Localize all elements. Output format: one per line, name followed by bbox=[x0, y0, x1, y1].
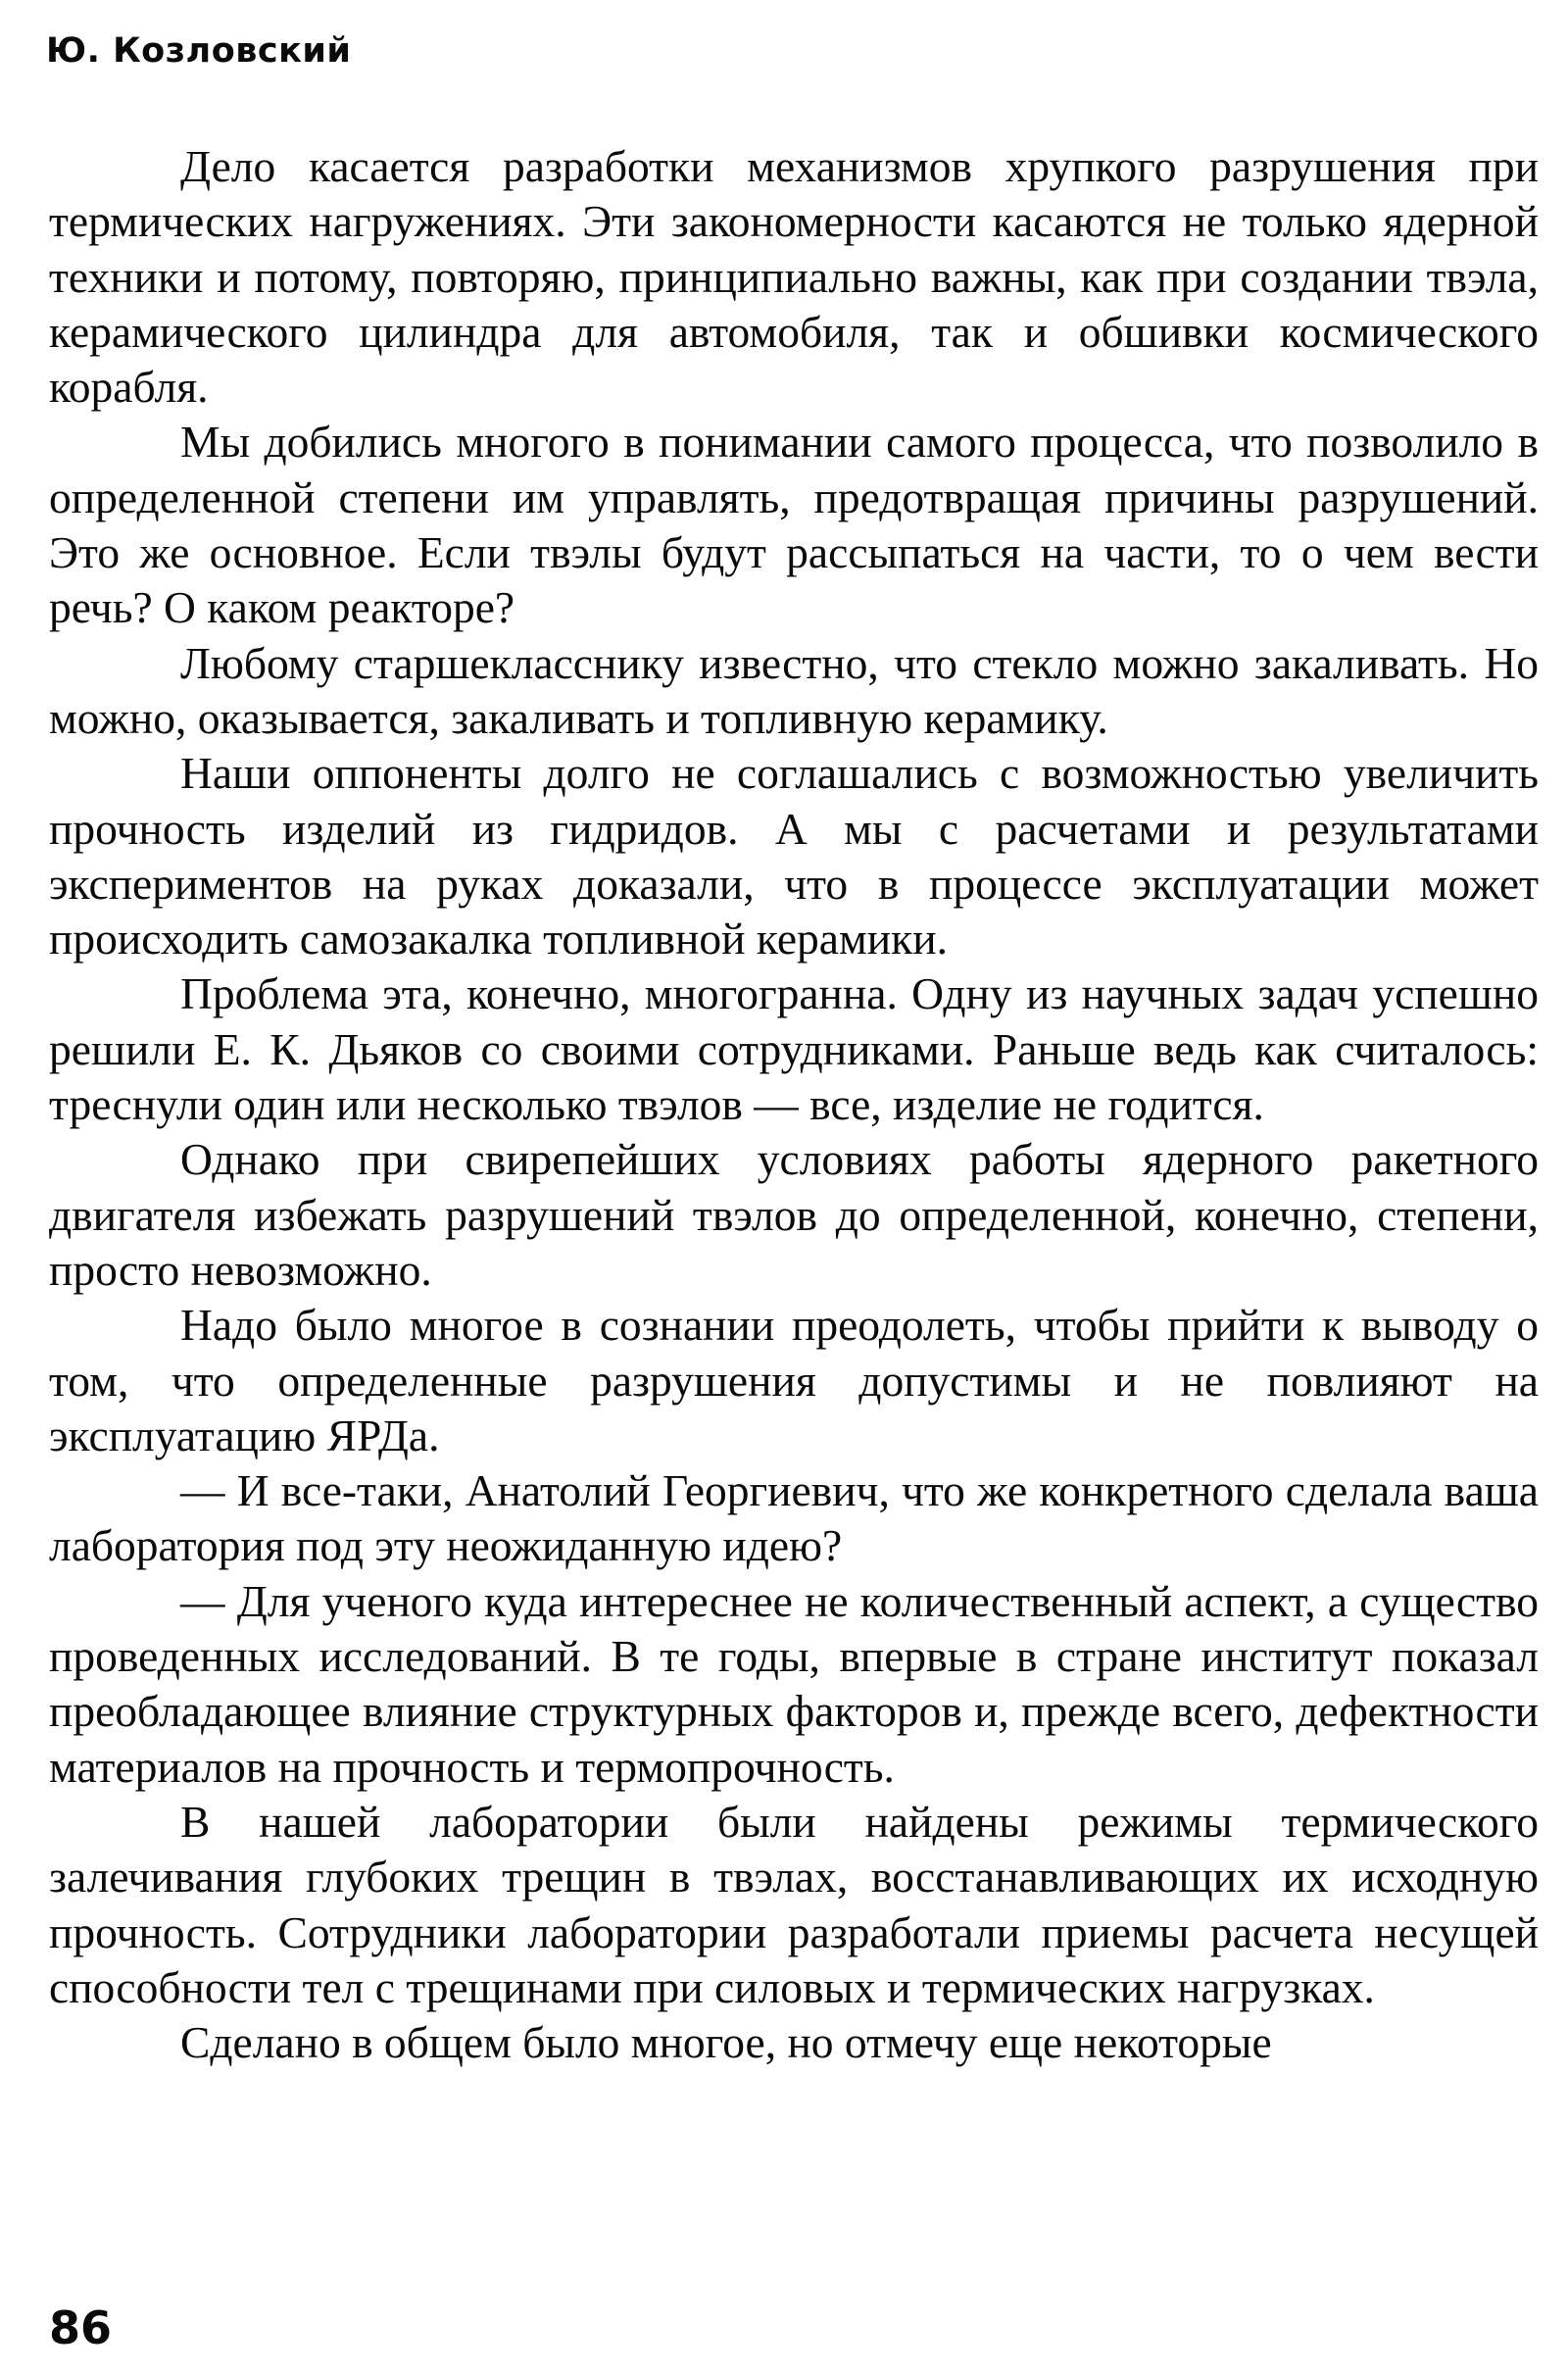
paragraph: В нашей лаборатории были найдены режимы термического залечивания глубоких трещин в твэлах, восстанавливающих их исходную прочность. Сотрудники лаборатории разработали приемы расчета несущей способности тел с трещинами при силовых и термических нагрузках. bbox=[49, 1796, 1539, 2012]
paragraph: Любому старшекласснику известно, что стекло можно закаливать. Но можно, оказывается, закаливать и топливную керамику. bbox=[49, 637, 1539, 743]
running-head: Ю. Козловский bbox=[46, 31, 352, 71]
paragraph: Проблема эта, конечно, многогранна. Одну из научных задач успешно решили Е. К. Дьяков со своими сотрудниками. Раньше ведь как считалось: треснули один или несколько твэлов — все, изделие не годится. bbox=[49, 968, 1539, 1130]
paragraph: Дело касается разработки механизмов хрупкого разрушения при термических нагружениях. Эти закономерности касаются не только ядерной техники и потому, повторяю, принципиально важны, как при создании твэла, керамического цилиндра для автомобиля, так и обшивки космического корабля. bbox=[49, 141, 1539, 413]
paragraph: — И все-таки, Анатолий Георгиевич, что же конкретного сделала ваша лаборатория под эту неожиданную идею? bbox=[49, 1465, 1539, 1571]
paragraph: Наши оппоненты долго не соглашались с возможностью увеличить прочность изделий из гидридов. А мы с расчетами и результатами экспериментов на руках доказали, что в процессе эксплуатации может происходить самозакалка топливной керамики. bbox=[49, 748, 1539, 964]
paragraph: Однако при свирепейших условиях работы ядерного ракетного двигателя избежать разрушений твэлов до определенной, конечно, степени, просто невозможно. bbox=[49, 1134, 1539, 1295]
body-text bbox=[49, 139, 1539, 2070]
page-number: 86 bbox=[49, 2301, 113, 2354]
paragraph: Надо было многое в сознании преодолеть, чтобы прийти к выводу о том, что определенные разрушения допустимы и не повлияют на эксплуатацию ЯРДа. bbox=[49, 1300, 1539, 1460]
paragraph: Мы добились многого в понимании самого процесса, что позволило в определенной степени им управлять, предотвращая причины разрушений. Это же основное. Если твэлы будут рассыпаться на части, то о чем вести речь? О каком реакторе? bbox=[49, 417, 1539, 633]
paragraph-last: Сделано в общем было многое, но отмечу еще некоторые bbox=[180, 2017, 1272, 2068]
paragraph: — Для ученого куда интереснее не количественный аспект, а существо проведенных исследований. В те годы, впервые в стране институт показал преобладающее влияние структурных факторов и, прежде всего, дефектности материалов на прочность и термопрочность. bbox=[49, 1575, 1539, 1792]
